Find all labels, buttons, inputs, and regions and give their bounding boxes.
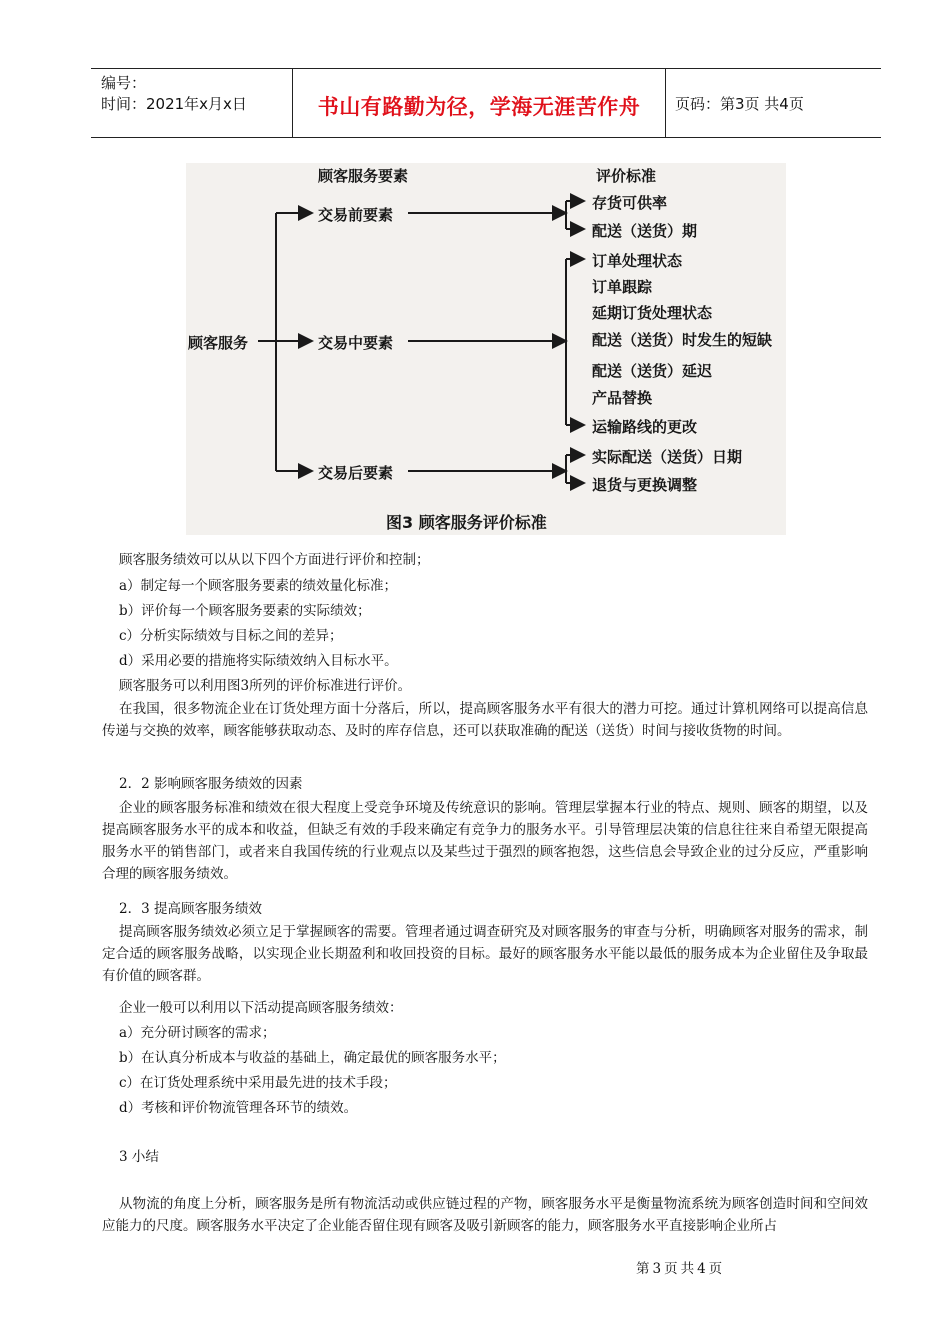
header-motto: 书山有路勤为径，学海无涯苦作舟 bbox=[317, 95, 641, 119]
paragraph: 顾客服务可以利用图3所列的评价标准进行评价。 bbox=[119, 678, 412, 694]
criterion-item: 退货与更换调整 bbox=[592, 476, 698, 494]
criterion-item: 配送（送货）时发生的短缺 bbox=[592, 331, 773, 349]
node-pre-transaction: 交易前要素 bbox=[318, 206, 394, 224]
section-heading: 2．3 提高顾客服务绩效 bbox=[119, 901, 262, 917]
paragraph: 企业的顾客服务标准和绩效在很大程度上受竞争环境及传统意识的影响。管理层掌握本行业的特点、规则、顾客的期望，以及提高顾客服务水平的成本和收益，但缺乏有效的手段来确定有竞争力的服务水平。引导管理层决策的信息往往来自希望无限提高服务水平的销售部门，或者来自我国传统的行业观点以及某些过于强烈的顾客抱怨，这些信息会导致企业的过分反应，严重影响合理的顾客服务绩效。 bbox=[102, 800, 868, 882]
paragraph: 从物流的角度上分析，顾客服务是所有物流活动或供应链过程的产物，顾客服务水平是衡量物流系统为顾客创造时间和空间效应能力的尺度。顾客服务水平决定了企业能否留住现有顾客及吸引新顾客的能力，顾客服务水平直接影响企业所占 bbox=[102, 1196, 868, 1234]
list-item: d）采用必要的措施将实际绩效纳入目标水平。 bbox=[119, 653, 398, 669]
section-heading: 3 小结 bbox=[119, 1149, 159, 1165]
criterion-item: 订单处理状态 bbox=[592, 252, 683, 270]
doc-time-label: 时间：2021年x月x日 bbox=[101, 95, 247, 113]
figure-customer-service-criteria bbox=[186, 163, 786, 535]
page-footer: 第3页共4页 bbox=[636, 1261, 726, 1277]
list-item: c）分析实际绩效与目标之间的差异； bbox=[119, 628, 343, 644]
header-meta bbox=[101, 73, 247, 115]
header-divider bbox=[665, 69, 666, 137]
list-item: d）考核和评价物流管理各环节的绩效。 bbox=[119, 1100, 358, 1116]
list-item: a）充分研讨顾客的需求； bbox=[119, 1025, 276, 1041]
criterion-item: 产品替换 bbox=[592, 389, 653, 407]
paragraph: 顾客服务绩效可以从以下四个方面进行评价和控制； bbox=[119, 552, 430, 568]
header-page-number: 页码：第3页 共4页 bbox=[675, 95, 804, 113]
paragraph: 在我国，很多物流企业在订货处理方面十分落后，所以，提高顾客服务水平有很大的潜力可挖。通过计算机网络可以提高信息传递与交换的效率，顾客能够获取动态、及时的库存信息，还可以获取准确的配送（送货）时间与接收货物的时间。 bbox=[102, 701, 868, 739]
criterion-item: 延期订货处理状态 bbox=[592, 304, 713, 322]
list-item: c）在订货处理系统中采用最先进的技术手段； bbox=[119, 1075, 397, 1091]
paragraph: 企业一般可以利用以下活动提高顾客服务绩效： bbox=[119, 1000, 403, 1016]
doc-number-label: 编号： bbox=[101, 74, 147, 92]
criterion-item: 配送（送货）延迟 bbox=[592, 362, 713, 380]
node-in-transaction: 交易中要素 bbox=[318, 334, 394, 352]
criterion-item: 订单跟踪 bbox=[592, 278, 653, 296]
paragraph: 提高顾客服务绩效必须立足于掌握顾客的需要。管理者通过调查研究及对顾客服务的审查与分析，明确顾客对服务的需求，制定合适的顾客服务战略，以实现企业长期盈利和收回投资的目标。最好的顾客服务水平能以最低的服务成本为企业留住及争取最有价值的顾客群。 bbox=[102, 924, 868, 984]
criterion-item: 运输路线的更改 bbox=[592, 418, 698, 436]
section-heading: 2．2 影响顾客服务绩效的因素 bbox=[119, 776, 303, 792]
figure-caption: 图3 顾客服务评价标准 bbox=[386, 513, 547, 532]
page-header bbox=[91, 68, 881, 138]
criterion-item: 配送（送货）期 bbox=[592, 222, 698, 240]
list-item: b）在认真分析成本与收益的基础上，确定最优的顾客服务水平； bbox=[119, 1050, 506, 1066]
criterion-item: 实际配送（送货）日期 bbox=[592, 448, 743, 466]
node-post-transaction: 交易后要素 bbox=[318, 464, 394, 482]
column-header-elements: 顾客服务要素 bbox=[318, 167, 409, 185]
criterion-item: 存货可供率 bbox=[592, 194, 668, 212]
column-header-criteria: 评价标准 bbox=[596, 167, 657, 185]
list-item: a）制定每一个顾客服务要素的绩效量化标准； bbox=[119, 578, 398, 594]
node-customer-service: 顾客服务 bbox=[188, 334, 249, 352]
list-item: b）评价每一个顾客服务要素的实际绩效； bbox=[119, 603, 371, 619]
